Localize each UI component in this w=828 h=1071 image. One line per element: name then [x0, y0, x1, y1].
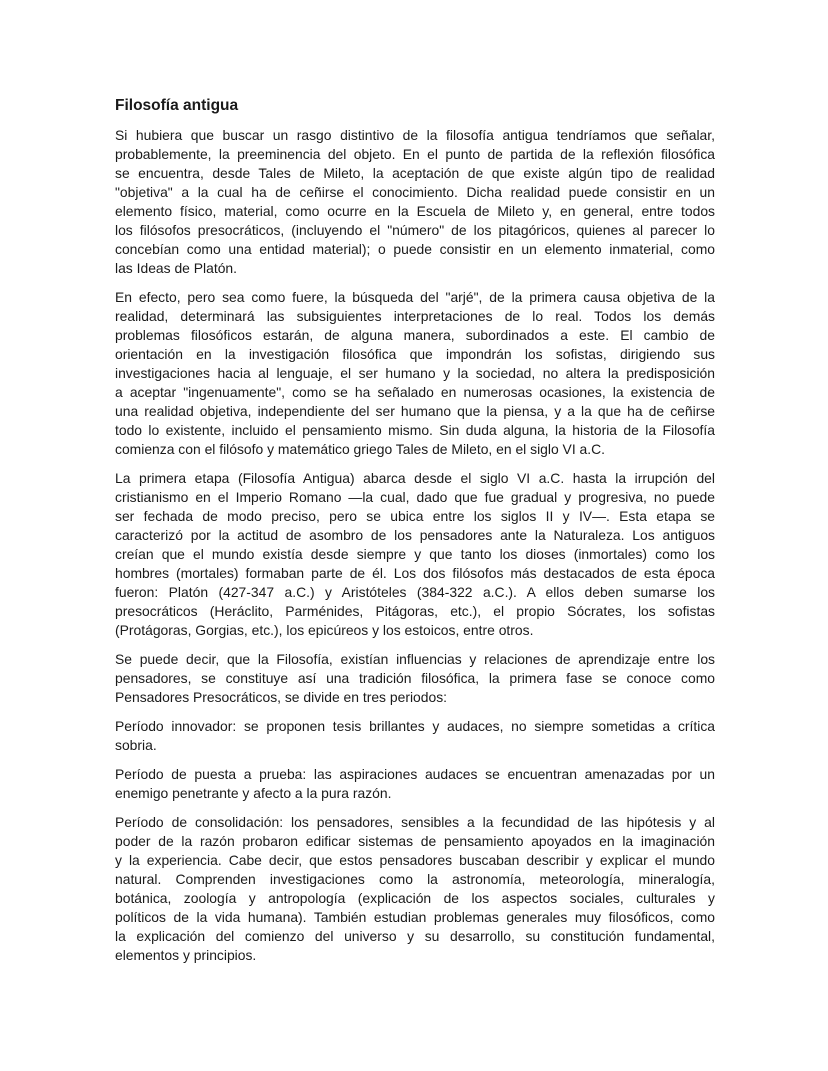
document-page: [115, 96, 715, 975]
text-line: cristianismo en el Imperio Romano —la cual, dado que fue gradual y progresiva, no puede: [115, 489, 715, 505]
text-line: realidad, determinará las subsiguientes interpretaciones de lo real. Todos los demás: [115, 308, 715, 324]
paragraph: [115, 288, 715, 459]
text-line: elementos y principios.: [115, 947, 257, 963]
paragraph: [115, 765, 715, 803]
text-line: se encuentra, desde Tales de Mileto, la aceptación de que existe algún tipo de realidad: [115, 165, 715, 181]
text-line: y la experiencia. Cabe decir, que estos pensadores buscaban describir y explicar el mundo: [115, 852, 715, 868]
text-line: las Ideas de Platón.: [115, 260, 238, 276]
text-line: botánica, zoología y antropología (explicación de los aspectos sociales, culturales y: [115, 890, 715, 906]
text-line: Período innovador: se proponen tesis brillantes y audaces, no siempre sometidas a crítica: [115, 718, 715, 734]
text-line: La primera etapa (Filosofía Antigua) abarca desde el siglo VI a.C. hasta la irrupción del: [115, 470, 715, 486]
text-line: presocráticos (Heráclito, Parménides, Pitágoras, etc.), el propio Sócrates, los sofistas: [115, 603, 715, 619]
text-line: problemas filosóficos estarán, de alguna manera, subordinados a este. El cambio de: [115, 327, 715, 343]
text-line: Si hubiera que buscar un rasgo distintivo de la filosofía antigua tendríamos que señalar,: [115, 127, 715, 143]
text-line: elemento físico, material, como ocurre en la Escuela de Mileto y, en general, entre todos: [115, 203, 715, 219]
text-line: enemigo penetrante y afecto a la pura razón.: [115, 785, 392, 801]
text-line: ser fechada de modo preciso, pero se ubica entre los siglos II y IV—. Esta etapa se: [115, 508, 715, 524]
text-line: natural. Comprenden investigaciones como la astronomía, meteorología, mineralogía,: [115, 871, 715, 887]
text-line: Período de consolidación: los pensadores, sensibles a la fecundidad de las hipótesis y al: [115, 814, 715, 830]
text-line: "objetiva" a la cual ha de ceñirse el conocimiento. Dicha realidad puede consistir en un: [115, 184, 715, 200]
paragraph: [115, 650, 715, 707]
text-line: comienza con el filósofo y matemático griego Tales de Mileto, en el siglo VI a.C.: [115, 441, 606, 457]
text-line: En efecto, pero sea como fuere, la búsqueda del "arjé", de la primera causa objetiva de la: [115, 289, 715, 305]
text-line: políticos de la vida humana). También estudian problemas generales muy filosóficos, como: [115, 909, 715, 925]
paragraph: [115, 813, 715, 965]
paragraph: [115, 717, 715, 755]
text-line: orientación en la investigación filosófica que impondrán los sofistas, dirigiendo sus: [115, 346, 715, 362]
text-line: a aceptar "ingenuamente", como se ha señalado en numerosas ocasiones, la existencia de: [115, 384, 715, 400]
text-line: poder de la razón probaron edificar sistemas de pensamiento apoyados en la imaginación: [115, 833, 715, 849]
text-line: concebían como una entidad material); o puede consistir en un elemento inmaterial, como: [115, 241, 715, 257]
text-line: fueron: Platón (427-347 a.C.) y Aristóteles (384-322 a.C.). A ellos deben sumarse los: [115, 584, 715, 600]
document-body: [115, 126, 715, 965]
text-line: la explicación del comienzo del universo y su desarrollo, su constitución fundamental,: [115, 928, 715, 944]
text-line: (Protágoras, Gorgias, etc.), los epicúreos y los estoicos, entre otros.: [115, 622, 534, 638]
text-line: probablemente, la preeminencia del objeto. En el punto de partida de la reflexión filosófica: [115, 146, 715, 162]
page-title: Filosofía antigua: [115, 97, 239, 114]
text-line: una realidad objetiva, independiente del ser humano que la piensa, y a la que ha de ceñirse: [115, 403, 715, 419]
text-line: hombres (mortales) formaban parte de él. Los dos filósofos más destacados de esta época: [115, 565, 715, 581]
text-line: Pensadores Presocráticos, se divide en tres periodos:: [115, 689, 448, 705]
text-line: Se puede decir, que la Filosofía, existían influencias y relaciones de aprendizaje entre los: [115, 651, 715, 667]
text-line: caracterizó por la actitud de asombro de los pensadores ante la Naturaleza. Los antiguos: [115, 527, 715, 543]
text-line: Período de puesta a prueba: las aspiraciones audaces se encuentran amenazadas por un: [115, 766, 715, 782]
text-line: los filósofos presocráticos, (incluyendo el "número" de los pitagóricos, quienes al parecer lo: [115, 222, 715, 238]
text-line: investigaciones hacia al lenguaje, el ser humano y la sociedad, no altera la predisposición: [115, 365, 715, 381]
text-line: todo lo existente, incluido el pensamiento mismo. Sin duda alguna, la historia de la Filosofía: [115, 422, 715, 438]
text-line: sobria.: [115, 737, 157, 753]
paragraph: [115, 126, 715, 278]
text-line: creían que el mundo existía desde siempre y que tanto los dioses (inmortales) como los: [115, 546, 715, 562]
paragraph: [115, 469, 715, 640]
text-line: pensadores, se constituye así una tradición filosófica, la primera fase se conoce como: [115, 670, 715, 686]
